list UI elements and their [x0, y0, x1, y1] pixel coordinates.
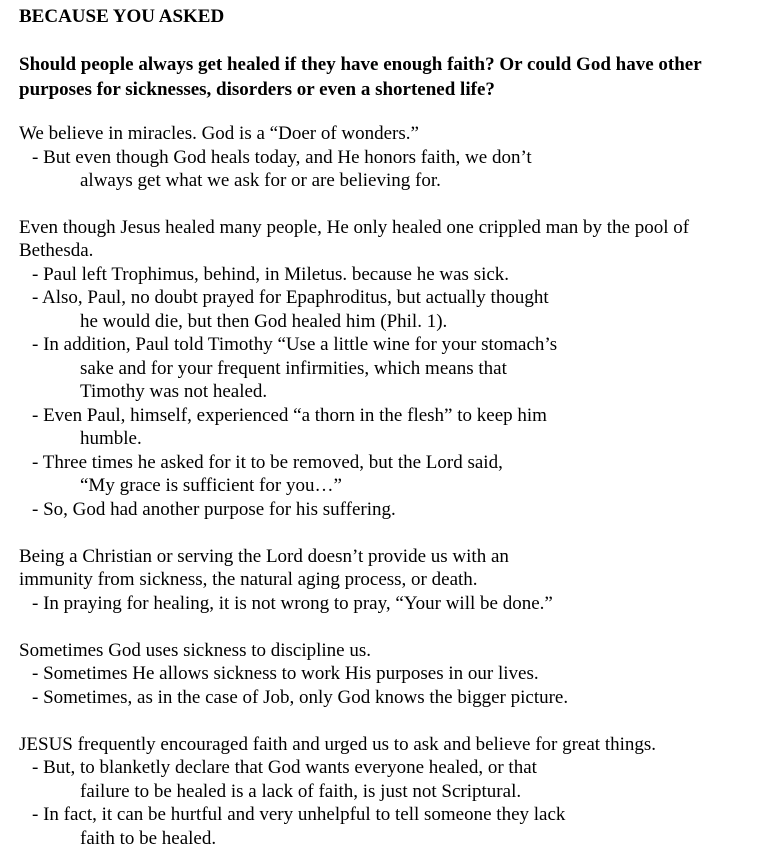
- question-heading: [19, 52, 764, 102]
- para5-text: JESUS frequently encouraged faith and urged us to ask and believe for great things.: [19, 734, 657, 755]
- para2-bullet4: - Even Paul, himself, experienced “a thorn in the flesh” to keep him: [32, 405, 547, 426]
- para2-bullet5-cont: “My grace is sufficient for you…”: [80, 475, 342, 496]
- para1-bullet1-cont: always get what we ask for or are believing for.: [80, 170, 441, 191]
- para2-text: Even though Jesus healed many people, He only healed one crippled man by the pool of: [19, 217, 690, 238]
- question-line-2: purposes for sicknesses, disorders or even a shortened life?: [19, 79, 495, 100]
- para2-bullet5: - Three times he asked for it to be removed, but the Lord said,: [32, 452, 503, 473]
- para4-text: Sometimes God uses sickness to discipline us.: [19, 640, 372, 661]
- para2-text-cont: Bethesda.: [19, 240, 94, 261]
- para3-text: Being a Christian or serving the Lord doesn’t provide us with an: [19, 546, 509, 567]
- para3-bullet1: - In praying for healing, it is not wrong to pray, “Your will be done.”: [32, 593, 553, 614]
- para5-bullet2-cont: faith to be healed.: [80, 828, 217, 849]
- para3-text-cont: immunity from sickness, the natural aging process, or death.: [19, 569, 478, 590]
- para4-bullet2: - Sometimes, as in the case of Job, only God knows the bigger picture.: [32, 687, 569, 708]
- para5-bullet2: - In fact, it can be hurtful and very unhelpful to tell someone they lack: [32, 804, 566, 825]
- para2-bullet4-cont: humble.: [80, 428, 142, 449]
- para4-bullet1: - Sometimes He allows sickness to work His purposes in our lives.: [32, 663, 539, 684]
- para2-bullet3-cont2: Timothy was not healed.: [80, 381, 268, 402]
- question-line-1: Should people always get healed if they have enough faith? Or could God have other: [19, 54, 702, 75]
- para2-bullet6: - So, God had another purpose for his suffering.: [32, 499, 396, 520]
- para2-bullet2-cont: he would die, but then God healed him (Phil. 1).: [80, 311, 448, 332]
- para2-bullet1: - Paul left Trophimus, behind, in Miletus. because he was sick.: [32, 264, 510, 285]
- para1-text: We believe in miracles. God is a “Doer of wonders.”: [19, 123, 419, 144]
- para5-bullet1: - But, to blanketly declare that God wants everyone healed, or that: [32, 757, 537, 778]
- para2-bullet2: - Also, Paul, no doubt prayed for Epaphroditus, but actually thought: [32, 287, 549, 308]
- para1-bullet1: - But even though God heals today, and He honors faith, we don’t: [32, 147, 532, 168]
- document-title: BECAUSE YOU ASKED: [19, 6, 225, 27]
- para5-bullet1-cont: failure to be healed is a lack of faith, is just not Scriptural.: [80, 781, 522, 802]
- para2-bullet3: - In addition, Paul told Timothy “Use a little wine for your stomach’s: [32, 334, 558, 355]
- para2-bullet3-cont1: sake and for your frequent infirmities, which means that: [80, 358, 507, 379]
